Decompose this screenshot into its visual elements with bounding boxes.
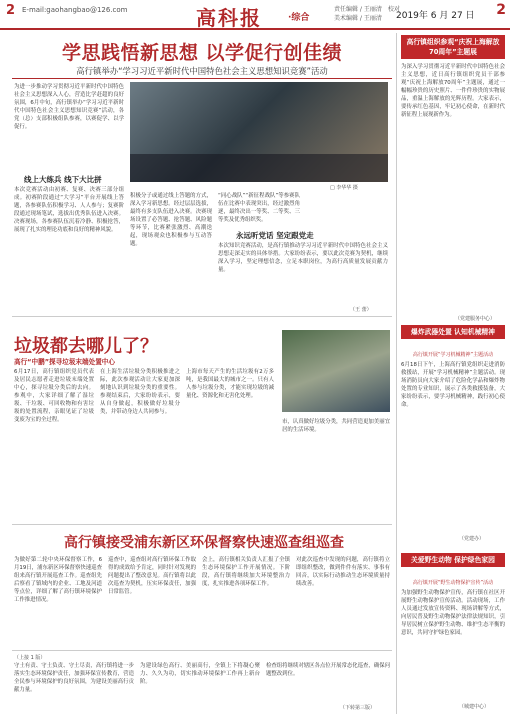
sidebar-box2-author: （党建办） [459,536,485,542]
divider [12,524,392,525]
sidebar-box3-title: 关爱野生动物 保护绿色家园 [401,553,505,567]
main-col2: 积极分子或通过线上答题的方式，深入学习新思想。经过层层选拔，最终有多支队伍进入决赛。决赛现场设置了必答题、抢答题、风险题等环节，比赛紧张激烈、高潮迭起，现场观众也积极参与互动答题。 [130,193,212,247]
main-col1: 本次竞赛活动由初赛、复赛、决赛三部分组成。初赛阶段通过“大学习”平台开展线上答题，各参赛队伍积极学习、人人参与；复赛阶段通过现场笔试，选拔出优秀队伍进入决赛。决赛现场，各参赛队伍沉着冷静、积极抢答，展现了扎实的理论功底和良好的精神风貌。 [14,187,124,233]
story2-col3: 上海市每天产生的生活垃圾有2万多吨，是我国最大的城市之一。只有人人参与垃圾分类，才能实现垃圾的减量化、资源化和无害化处理。 [186,369,274,399]
sidebar-box1-title: 高行镇组织参观“庆祝上海解放70周年”主题展 [401,35,505,59]
story2-photo [282,330,390,412]
main-headline: 学思践悟新思想 以学促行创佳绩 [61,42,343,64]
main-intro: 为进一步推动学习贯彻习近平新时代中国特色社会主义思想深入人心，营造比学赶超的良好氛围，6月中旬，高行镇举办“学习习近平新时代中国特色社会主义思想知识竞赛”活动，各党（总）支部积极组队参赛，以赛促学、以学促行。 [14,84,124,130]
main-author: （王 蕾） [350,307,372,313]
sidebar-box1-author: （党建服务中心） [455,316,496,322]
page-number-right: 2 [496,2,506,18]
continued-to: （下转第三版） [340,705,376,711]
story2-headline: 垃圾都去哪儿了？ [14,336,158,357]
continued-from: （上接 1 版） [14,655,46,661]
story3-col7: 检查组将继续对辖区各点位开展常态化巡查，确保问题整改到位。 [266,663,390,677]
page-number: 2 [6,3,16,18]
main-col3: “同心战队”“新征程战队”等参赛队伍在比赛中表现突出，经过激烈角逐，最终决出一等奖、二等奖、三等奖及优秀组织奖。 [218,193,300,223]
issue-date: 2019年 6 月 27 日 [396,11,475,21]
section-heading-2: 永远听党话 坚定跟党走 [236,231,314,240]
story2-col1: 6月17日，高行镇组织党员代表及居民志愿者走进垃圾末端处置中心，探寻垃圾分类后的去向。参观中，大家详细了解了湿垃圾、干垃圾、可回收物和有害垃圾的处置流程，亲眼见证了垃圾变废为宝的全过程。 [14,369,94,423]
story3-col6: 为建设绿色高行、美丽高行，全镇上下将凝心聚力、久久为功，切实推动环境保护工作再上新台阶。 [140,663,260,685]
page-header [0,0,510,30]
main-subheadline: 高行镇举办“学习习近平新时代中国特色社会主义思想知识竞赛”活动 [76,66,328,76]
editor-credits: 责任编辑 / 王丽清 校对 美术编辑 / 王丽清 [334,6,400,22]
section-heading-1: 线上大练兵 线下大比拼 [24,175,102,184]
story3-col2: 巡查中，巡查组对高行镇环保工作取得的成效给予肯定，同时针对发现的问题提出了整改意见。高行镇将以此次巡查为契机，压实环保责任，加强日常监管。 [108,557,196,595]
story3-col3: 会上，高行镇相关负责人汇报了全镇生态环境保护工作开展情况。下阶段，高行镇将继续加大环境整治力度，扎实推进各项环保工作。 [202,557,290,587]
divider [12,316,392,317]
section-label: ·综合 [288,13,310,23]
sidebar-box2-text: 6月18日下午，上海高行镇党组织走进消防救援站，开展“学习机械精神”主题活动。现场消防员向大家介绍了危险化学品和爆炸物处置的专业知识，展示了各类救援装备，大家纷纷表示，要学习机械精神，践行初心使命。 [401,362,505,408]
story2-col2: 在上海生活垃圾分类积极推进之际，此次参观活动让大家更加深刻地认识到垃圾分类的重要性。参观结束后，大家纷纷表示，要从自身做起，积极做好垃圾分类，并带动身边人共同参与。 [100,369,180,415]
photo-stage [130,154,388,182]
sidebar-box3-author: （城建中心） [459,704,490,710]
story2-subheadline: 高行“中鹏”探寻垃圾末端处置中心 [14,358,115,366]
sidebar-box2-title: 爆炸武器处置 认知机械精神 [401,325,505,339]
event-photo [130,82,388,182]
story2-col4: 市，认真做好垃圾分类，共同营造更加美丽宜居的生活环境。 [282,419,390,433]
newspaper-logo: 高科报 [196,6,262,30]
story3-col4: 对此次巡查中发现的问题，高行镇将立即组织整改，做到件件有落实、事事有回音，以实际行动推动生态环境质量持续改善。 [296,557,390,587]
divider [12,78,392,79]
story3-col1: 为做好第二轮中央环保督察工作，6月19日，浦东新区环保督察快速巡查组来高行镇开展巡查工作。巡查组先后察看了镇域内的企业、工地及河道等点位，详细了解了高行镇环境保护工作推进情况。 [14,557,102,603]
sidebar-box3-sub: 高行镇开展“野生动物保护宣传”活动 [412,580,494,586]
story3-col5: 守土有责、守土负责、守土尽责，高行镇将进一步落实生态环境保护责任，加强环保宣传教育，营造全民参与环境保护的良好氛围，为建设美丽高行贡献力量。 [14,663,134,693]
main-col4: 本次知识竞赛活动，是高行镇推动学习习近平新时代中国特色社会主义思想走深走实的具体举措。大家纷纷表示，要以此次竞赛为契机，继续深入学习，坚定理想信念，立足本职岗位，为高行高质量发展贡献力量。 [218,243,388,273]
sidebar-box3-text: 为加强野生动物保护宣传，高行镇在社区开展野生动物保护宣传活动。活动现场，工作人员通过发放宣传资料、现场讲解等方式，向居民普及野生动物保护法律法规知识，引导居民树立保护野生动物、维护生态平衡的意识，共同守护绿色家园。 [401,590,505,636]
sidebar-box1-text: 为深入学习贯彻习近平新时代中国特色社会主义思想，近日高行镇组织党员干部参观“庆祝上海解放70周年”主题展，通过一幅幅珍贵的历史照片、一件件珍贵的实物展品，重温上海解放的光辉历程。大家表示，要传承红色基因，牢记初心使命，在新时代新征程上展现新作为。 [401,64,505,118]
divider [12,650,392,651]
story3-headline: 高行镇接受浦东新区环保督察快速巡查组巡查 [64,535,344,551]
photo-caption: □ 李华华 摄 [330,185,358,191]
right-sidebar [396,33,508,714]
email-address: E-mail:gaohangbao@126.com [22,6,128,14]
sidebar-box2-sub: 高行镇开展“学习机械精神”主题活动 [412,352,494,358]
